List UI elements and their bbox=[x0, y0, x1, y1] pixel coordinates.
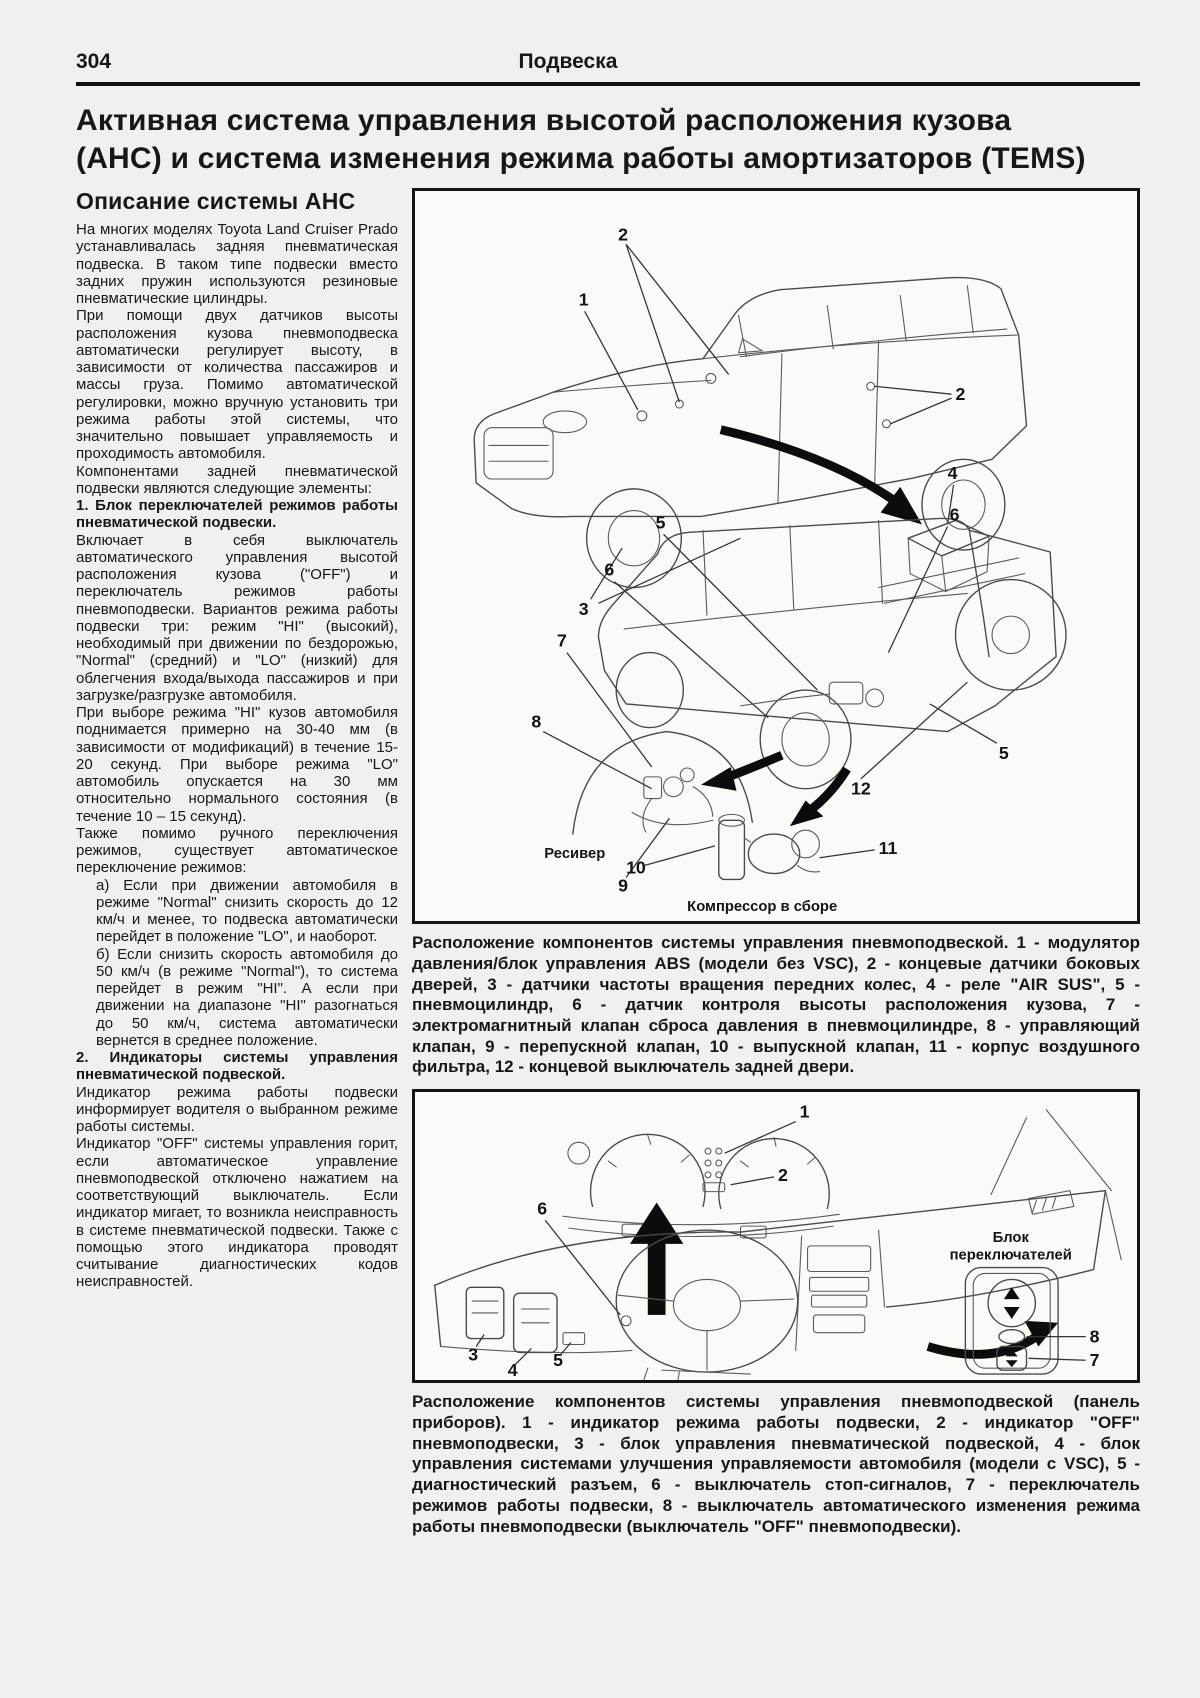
paragraph: Также помимо ручного переключения режимов, существует автоматическое переключение режимов: bbox=[76, 824, 398, 877]
callout-4-label: 4 bbox=[507, 1360, 518, 1381]
callout-2-label: 2 bbox=[955, 384, 966, 405]
list-item-heading: 2. Индикаторы системы управления пневматической подвеской. bbox=[76, 1049, 398, 1084]
callout-4-label: 4 bbox=[947, 463, 958, 484]
callout-1-label: 1 bbox=[578, 289, 589, 310]
switch-block-label: переключателей bbox=[949, 1247, 1072, 1264]
callout-6-label: 6 bbox=[537, 1198, 548, 1219]
sub-item-b: б) Если снизить скорость автомобиля до 50 км/ч (в режиме "Normal"), то система перейдет в режим "HI". А если при движении на диапазоне "HI" разогнаться до 50 км/ч, система автоматически вернется в среднее положение. bbox=[96, 945, 398, 1049]
page-header bbox=[76, 50, 1140, 78]
callout-5-label: 5 bbox=[998, 743, 1009, 764]
instrument-cluster-drawing bbox=[563, 1135, 839, 1239]
figure-1-drawing bbox=[415, 191, 1137, 921]
figure-1 bbox=[412, 188, 1140, 924]
compressor-drawing bbox=[719, 815, 820, 880]
sub-item-a: а) Если при движении автомобиля в режиме "Normal" снизить скорость до 12 км/ч и менее, то подвеска автоматически перейдет в положение "LO", и наоборот. bbox=[96, 876, 398, 946]
page-title: Активная система управления высотой расположения кузова (АНС) и система изменения режима работы амортизаторов (TEMS) bbox=[76, 104, 1086, 176]
text-column bbox=[76, 188, 398, 1548]
paragraph: Включает в себя выключатель автоматического управления высотой расположения кузова ("OFF") и переключатель режимов работы пневмоподвески. Вариантов режима работы подвески три: режим "HI" (высокий), необходимый при движении по бездорожью, "Normal" (средний) и "LO" (низкий) для облегчения входа/выхода пассажиров и при загрузке/разгрузке автомобиля. bbox=[76, 531, 398, 704]
paragraph: Индикатор режима работы подвески информирует водителя о выбранном режиме работы системы. bbox=[76, 1083, 398, 1136]
callout-10-label: 10 bbox=[626, 857, 646, 878]
paragraph: При выборе режима "HI" кузов автомобиля поднимается примерно на 30-40 мм (в зависимости от модификаций) в течение 15-20 секунд. При выборе режима "LO" автомобиль опускается на 30 мм относительно нормального состояния (в течение 10 – 15 секунд). bbox=[76, 704, 398, 825]
figure-2-drawing bbox=[415, 1092, 1137, 1380]
front-car-drawing bbox=[474, 278, 1026, 588]
figure-2 bbox=[412, 1089, 1140, 1383]
callout-5-label: 5 bbox=[655, 512, 666, 533]
callout-2-label: 2 bbox=[777, 1164, 788, 1185]
list-item-heading: 1. Блок переключателей режимов работы пневматической подвески. bbox=[76, 497, 398, 532]
receiver-label: Ресивер bbox=[544, 845, 606, 862]
rear-car-drawing bbox=[598, 519, 1066, 789]
paragraph: Компонентами задней пневматической подвески являются следующие элементы: bbox=[76, 462, 398, 497]
section-heading: Описание системы АНС bbox=[76, 188, 356, 215]
page-number: 304 bbox=[76, 50, 112, 73]
figure-column bbox=[412, 188, 1140, 1548]
callout-2-label: 2 bbox=[618, 224, 629, 245]
callout-6-label: 6 bbox=[604, 559, 615, 580]
callout-3-label: 3 bbox=[468, 1344, 479, 1365]
paragraph: Индикатор "OFF" системы управления горит, если автоматическое управление пневмоподвеской отключено нажатием на соответствующий выключатель. Если индикатор мигает, то возникла неисправность в системе пневматической подвески. Также с помощью этого индикатора проводят считывание диагностических кодов неисправностей. bbox=[76, 1135, 398, 1291]
switch-block-label: Блок bbox=[992, 1230, 1029, 1247]
callout-9-label: 9 bbox=[618, 875, 629, 896]
chapter-title: Подвеска bbox=[518, 50, 618, 73]
callout-5-label: 5 bbox=[553, 1350, 563, 1371]
callout-6-label: 6 bbox=[949, 504, 960, 525]
callout-3-label: 3 bbox=[578, 599, 589, 620]
compressor-label: Компрессор в сборе bbox=[687, 899, 838, 916]
paragraph: При помощи двух датчиков высоты расположения кузова пневмоподвеска автоматически регулирует высоту, в зависимости от количества пассажиров и массы груза. Помимо автоматической регулировки, можно вручную установить три режима работы этой системы, что значительно повышает управляемость и проходимость автомобиля. bbox=[76, 307, 398, 463]
callout-8-label: 8 bbox=[1089, 1326, 1100, 1347]
up-arrow bbox=[630, 1203, 683, 1315]
paragraph: На многих моделях Toyota Land Cruiser Prado устанавливалась задняя пневматическая подвеска. В таком типе подвески вместо задних пружин используются резиновые пневматические цилиндры. bbox=[76, 221, 398, 308]
header-rule bbox=[76, 82, 1140, 86]
callout-7-label: 7 bbox=[1089, 1350, 1100, 1371]
callout-11-label: 11 bbox=[878, 838, 898, 859]
callout-7-label: 7 bbox=[557, 630, 567, 651]
figure-1-caption: Расположение компонентов системы управления пневмоподвеской. 1 - модулятор давления/блок управления ABS (модели без VSC), 2 - концевые датчики боковых дверей, 3 - датчики частоты вращения передних колес, 4 - реле "AIR SUS", 5 - пневмоцилиндр, 6 - датчик контроля высоты расположения кузова, 7 - электромагнитный клапан сброса давления в пневмоцилиндре, 8 - управляющий клапан, 9 - перепускной клапан, 10 - выпускной клапан, 11 - корпус воздушного фильтра, 12 - концевой выключатель задней двери. bbox=[412, 933, 1140, 1077]
content-columns bbox=[76, 188, 1140, 1548]
callout-8-label: 8 bbox=[531, 711, 542, 732]
callout-12-label: 12 bbox=[850, 778, 871, 799]
air-sus-relay-drawing bbox=[879, 521, 1025, 604]
callout-1-label: 1 bbox=[799, 1101, 810, 1122]
figure-2-caption: Расположение компонентов системы управления пневмоподвеской (панель приборов). 1 - индикатор режима работы подвески, 2 - индикатор "OFF" пневмоподвески, 3 - блок управления пневматической подвеской, 4 - блок управления системами улучшения управляемости автомобиля (модели с VSC), 5 - диагностический разъем, 6 - выключатель стоп-сигналов, 7 - переключатель режимов работы подвески, 8 - выключатель автоматического изменения режима работы пневмоподвески (выключатель "OFF" пневмоподвески). bbox=[412, 1392, 1140, 1536]
